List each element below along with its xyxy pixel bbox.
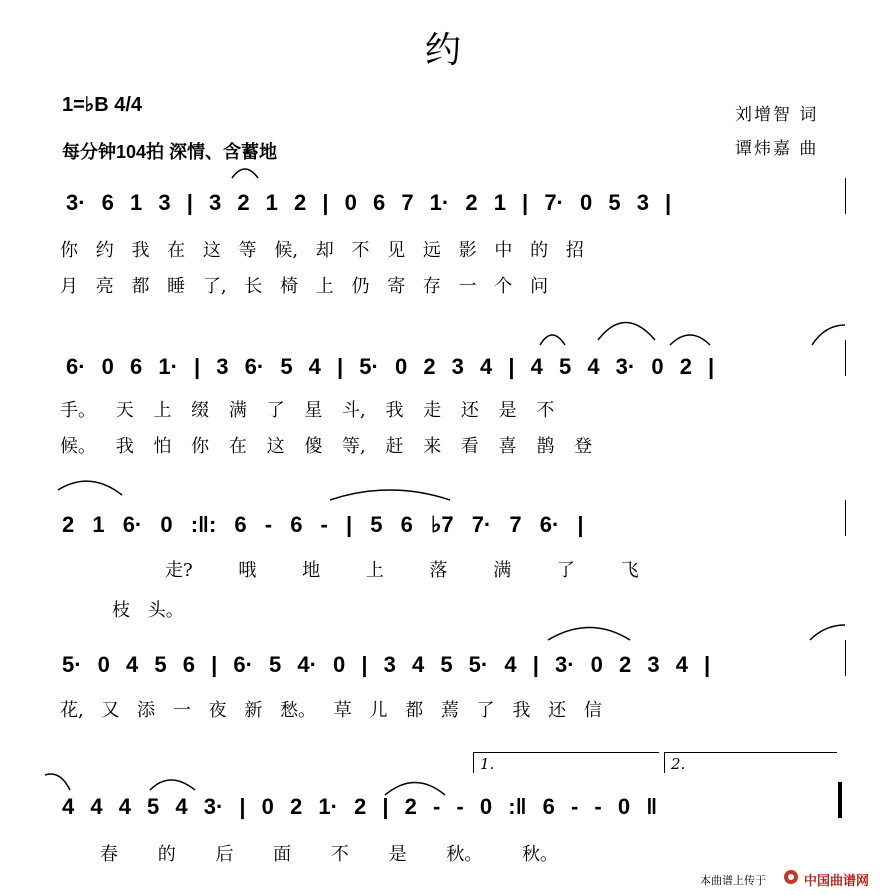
volta-bracket-1: 1.: [473, 752, 659, 773]
lyrics-verse2: 枝 头。: [112, 600, 184, 621]
composer-credit: 谭炜嘉 曲: [735, 139, 819, 159]
lyrics-verse1: 你 约 我 在 这 等 候, 却 不 见 远 影 中 的 招: [60, 240, 584, 261]
barline: [845, 500, 846, 536]
lyrics-verse1: 春 的 后 面 不 是 秋。 秋。: [100, 844, 559, 865]
site-logo-icon: [782, 868, 800, 886]
site-logo-text: 中国曲谱网: [804, 873, 870, 888]
lyrics-verse1: 走? 哦 地 上 落 满 了 飞: [165, 560, 639, 581]
lyricist-credit: 刘增智 词: [735, 105, 819, 125]
final-barline: [838, 782, 842, 818]
lyrics-verse1: 手。 天 上 缀 满 了 星 斗, 我 走 还 是 不: [60, 400, 555, 421]
barline: [845, 640, 846, 676]
tempo-mood: 每分钟104拍 深情、含蓄地: [62, 142, 278, 162]
volta-bracket-2: 2.: [664, 752, 837, 773]
notation-line: 5· 0 4 5 6 | 6· 5 4· 0 | 3 4 5 5· 4 | 3· 0 2 3 4 |: [62, 652, 711, 677]
page-title: 约: [425, 30, 462, 71]
barline: [845, 340, 846, 376]
notation-line: 3· 6 1 3 | 3 2 1 2 | 0 6 7 1· 2 1 | 7· 0 5 3 |: [66, 190, 672, 215]
key-signature: 1=♭B 4/4: [62, 94, 143, 116]
lyrics-verse2: 月 亮 都 睡 了, 长 椅 上 仍 寄 存 一 个 问: [60, 276, 549, 297]
notation-line: 2 1 6· 0 :‖: 6 - 6 - | 5 6 ♭7 7· 7 6· |: [62, 512, 584, 537]
notation-line: 4 4 4 5 4 3· | 0 2 1· 2 | 2 - - 0 :‖ 6 - - 0 ‖: [62, 794, 658, 819]
lyrics-verse2: 候。 我 怕 你 在 这 傻 等, 赶 来 看 喜 鹊 登: [60, 436, 593, 457]
footer-text: 本曲谱上传于: [700, 875, 766, 887]
barline: [845, 178, 846, 214]
notation-line: 6· 0 6 1· | 3 6· 5 4 | 5· 0 2 3 4 | 4 5 4 3· 0 2 |: [66, 354, 715, 379]
lyrics-verse1: 花, 又 添 一 夜 新 愁。 草 儿 都 蔫 了 我 还 信: [60, 700, 602, 721]
